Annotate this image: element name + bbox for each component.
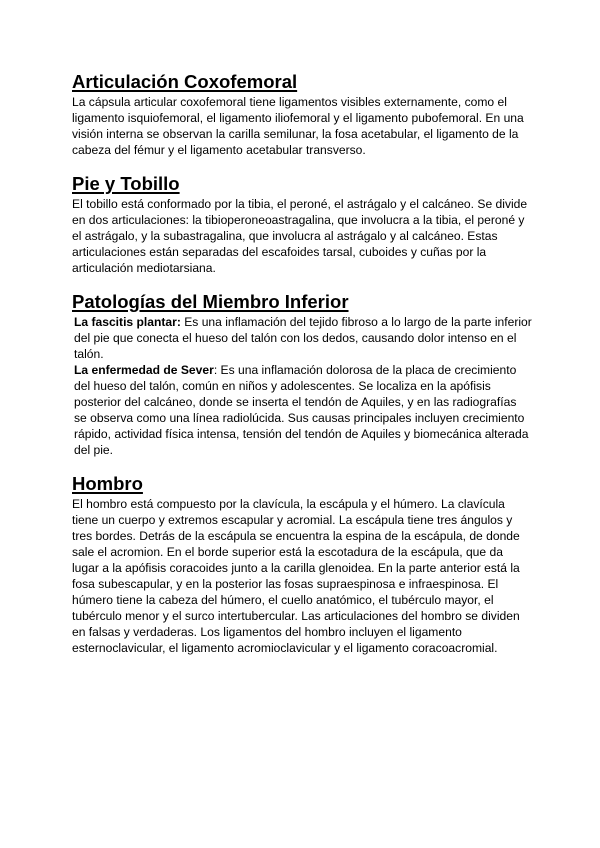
section-paragraph: El hombro está compuesto por la clavícula, la escápula y el húmero. La clavícula tiene un cuerpo y extremos escapular y acromial. La escápula tiene tres ángulos y tres bordes. Detrás de la escápula se encuentra la espina de la escápula, de donde sale el acromion. En el borde superior está la escotadura de la escápula, que da lugar a la apófisis coracoides junto a la carilla glenoidea. En la parte anterior está la fosa subescapular, y en la posterior las fosas supraespinosa e infraespinosa. El húmero tiene la cabeza del húmero, el cuello anatómico, el tubérculo mayor, el tubérculo menor y el surco intertubercular. Las articulaciones del hombro se dividen en falsas y verdaderas. Los ligamentos del hombro incluyen el ligamento esternoclavicular, el ligamento acromioclavicular y el ligamento coracoacromial. bbox=[72, 497, 520, 655]
pathology-item bbox=[72, 314, 532, 362]
pathology-term: La fascitis plantar: bbox=[74, 315, 181, 329]
pathology-item bbox=[72, 362, 532, 458]
pathology-term: La enfermedad de Sever bbox=[74, 363, 214, 377]
document-page bbox=[72, 70, 532, 656]
section-paragraph: El tobillo está conformado por la tibia, el peroné, el astrágalo y el calcáneo. Se divide en dos articulaciones: la tibioperoneoastragalina, que involucra a la tibia, el peroné y el astrágalo, y la subastragalina, que involucra al astrágalo y al calcáneo. Estas articulaciones están separadas del escafoides tarsal, cuboides y cuñas por la articulación mediotarsiana. bbox=[72, 197, 528, 275]
section-coxofemoral bbox=[72, 70, 532, 158]
section-title: Pie y Tobillo bbox=[72, 173, 180, 194]
pathology-text: Es una inflamación del tejido fibroso a lo largo de la parte inferior del pie que conecta el hueso del talón con los dedos, causando dolor intenso en el talón. bbox=[74, 315, 532, 361]
section-title: Patologías del Miembro Inferior bbox=[72, 291, 349, 312]
pathology-text: : Es una inflamación dolorosa de la placa de crecimiento del hueso del talón, común en niños y adolescentes. Se localiza en la apófisis posterior del calcáneo, donde se inserta el tendón de Aquiles, y en las radiografías se observa como una línea radiolúcida. Sus causas principales incluyen crecimiento rápido, actividad física intensa, tensión del tendón de Aquiles y biomecánica alterada del pie. bbox=[74, 363, 529, 457]
section-paragraph: La cápsula articular coxofemoral tiene ligamentos visibles externamente, como el ligamento isquiofemoral, el ligamento iliofemoral y el ligamento pubofemoral. En una visión interna se observan la carilla semilunar, la fosa acetabular, el ligamento de la cabeza del fémur y el ligamento acetabular transverso. bbox=[72, 95, 524, 157]
section-patologias bbox=[72, 290, 532, 458]
section-title: Hombro bbox=[72, 473, 143, 494]
section-hombro bbox=[72, 472, 532, 656]
section-pie-tobillo bbox=[72, 172, 532, 276]
section-title: Articulación Coxofemoral bbox=[72, 71, 298, 92]
